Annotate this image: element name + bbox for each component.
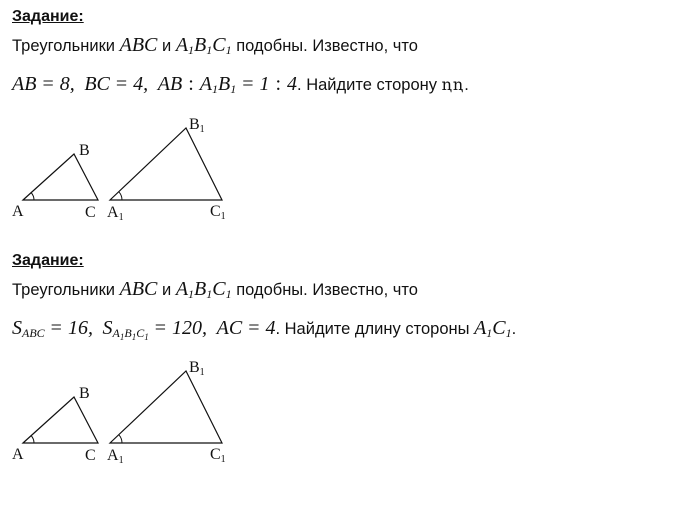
triangle-abc-shape	[23, 154, 98, 200]
label-a1: A1	[107, 447, 124, 466]
task-conditions	[12, 67, 682, 106]
angle-a1-mark	[119, 435, 122, 443]
question-text: . Найдите длину стороны	[275, 320, 470, 338]
end-dot: .	[511, 320, 517, 338]
question-text: . Найдите сторону	[297, 76, 437, 94]
label-c: C	[85, 204, 96, 221]
angle-a-mark	[31, 193, 34, 200]
label-c1: C1	[210, 446, 226, 465]
text-before: Треугольники	[12, 37, 116, 55]
question-target: $A_1C_1$	[474, 317, 512, 340]
triangle-abc-shape	[23, 397, 98, 443]
task-statement	[12, 28, 682, 67]
label-a1: A1	[107, 204, 124, 223]
label-a: A	[12, 446, 24, 463]
condition-ac: AC = 4	[211, 317, 276, 339]
triangle-abc: ABC	[119, 278, 158, 300]
triangle-a1b1c1: $A_1B_1C_1$	[175, 34, 232, 57]
task-2	[12, 250, 682, 354]
text-before: Треугольники	[12, 281, 116, 299]
figure-2	[0, 353, 260, 468]
label-c: C	[85, 447, 96, 464]
condition-area-a1b1c1: $S_{A_1B_1C_1} = 120$,	[97, 317, 208, 342]
text-after: подобны. Известно, что	[236, 37, 418, 55]
conjunction: и	[162, 37, 172, 55]
task-heading: Задание:	[12, 252, 84, 269]
triangle-a1b1c1: $A_1B_1C_1$	[175, 278, 232, 301]
label-b: B	[79, 385, 90, 402]
text-after: подобны. Известно, что	[236, 281, 418, 299]
label-b1: B1	[189, 116, 205, 135]
angle-a-mark	[31, 436, 34, 443]
task-conditions	[12, 311, 682, 354]
triangle-abc: ABC	[119, 34, 158, 56]
conjunction: и	[162, 281, 172, 299]
angle-a1-mark	[119, 192, 122, 200]
label-b: B	[79, 142, 90, 159]
triangle-a1b1c1-shape	[110, 128, 222, 200]
task-1	[12, 6, 682, 106]
triangle-a1b1c1-shape	[110, 371, 222, 443]
task-heading: Задание:	[12, 8, 84, 25]
condition-area-abc: $S_{ABC} = 16$,	[12, 317, 93, 340]
condition-bc: BC = 4,	[79, 73, 149, 95]
figure-1	[0, 110, 260, 225]
condition-ab: AB = 8,	[12, 73, 75, 95]
end-dot: .	[464, 76, 469, 94]
question-target: ꞑꞑ	[441, 75, 465, 94]
task-statement	[12, 272, 682, 311]
label-a: A	[12, 203, 24, 220]
label-b1: B1	[189, 359, 205, 378]
label-c1: C1	[210, 203, 226, 222]
condition-ratio: AB : $A_1B_1 = 1$ : 4	[152, 73, 298, 96]
